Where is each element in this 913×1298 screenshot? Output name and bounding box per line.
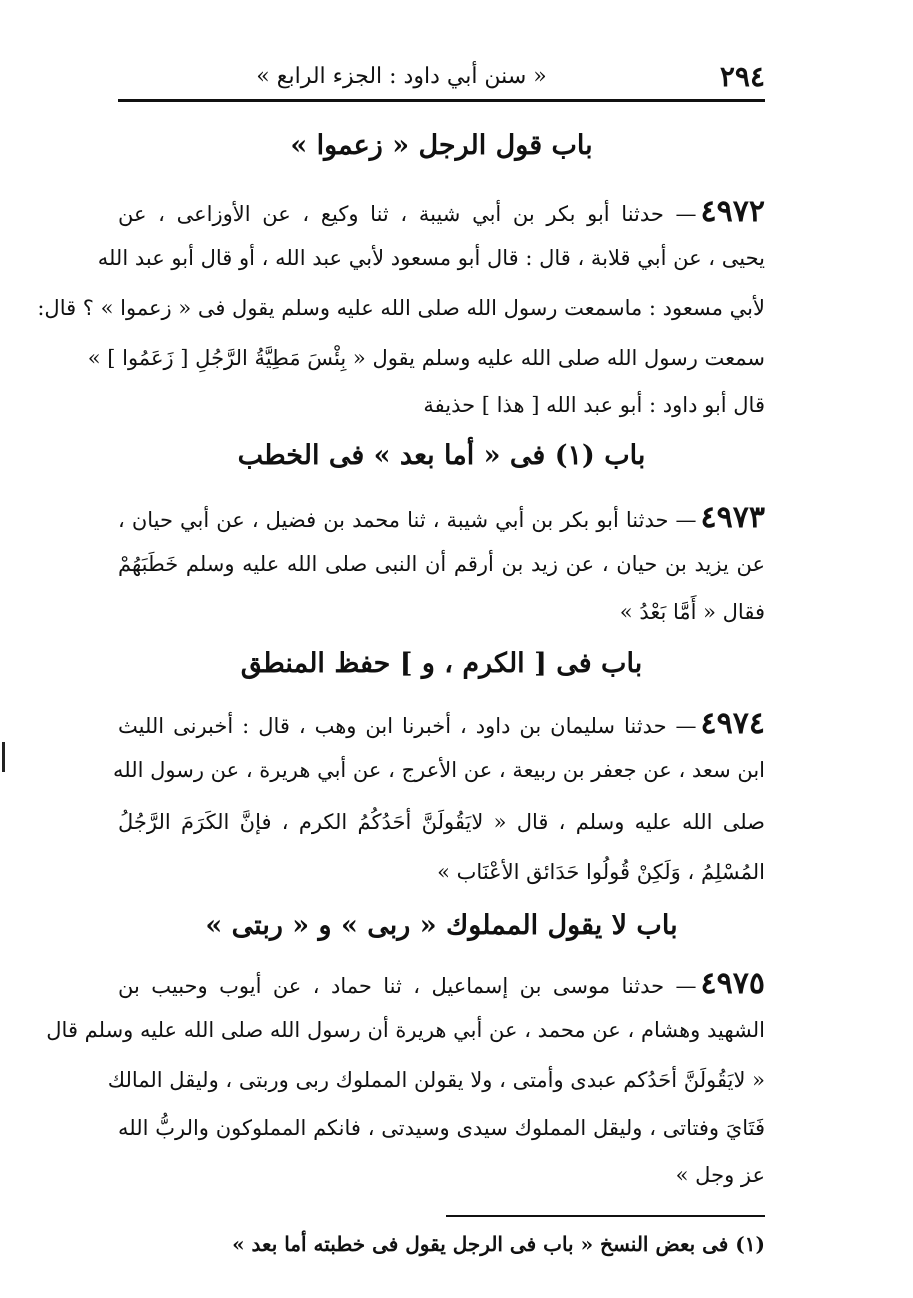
header-rule [118,99,765,102]
footnote-rule [446,1215,765,1217]
hadith-line: سمعت رسول الله صلى الله عليه وسلم يقول « بِئْسَ مَطِيَّةُ الرَّجُلِ [ زَعَمُوا ] » [87,346,765,370]
section-heading: باب فى [ الكرم ، و ] حفظ المنطق [240,648,643,679]
hadith-line: الشهيد وهشام ، عن محمد ، عن أبي هريرة أن رسول الله صلى الله عليه وسلم قال [46,1018,765,1042]
hadith-line: ابن سعد ، عن جعفر بن ربيعة ، عن الأعرج ، عن أبي هريرة ، عن رسول الله [113,758,765,782]
hadith-line: يحيى ، عن أبي قلابة ، قال : قال أبو مسعود لأبي عبد الله ، أو قال أبو عبد الله [97,246,765,270]
page-number: ٢٩٤ [719,60,765,93]
hadith-line: المُسْلِمُ ، وَلَكِنْ قُولُوا حَدَائق الأعْنَاب » [437,860,765,884]
section-heading: باب (١) فى « أما بعد » فى الخطب [237,440,646,471]
hadith-line: قال أبو داود : أبو عبد الله [ هذا ] حذيفة [423,393,765,417]
hadith-number: ٤٩٧٥ [700,966,765,1001]
hadith-text: — حدثنا موسى بن إسماعيل ، ثنا حماد ، عن أيوب وحبيب بن [118,974,697,998]
hadith-line: عز وجل » [675,1163,765,1187]
hadith-line: لأبي مسعود : ماسمعت رسول الله صلى الله عليه وسلم يقول فى « زعموا » ؟ قال: [37,296,765,320]
hadith-line: صلى الله عليه وسلم ، قال « لايَقُولَنَّ أحَدُكُمُ الكرم ، فإنَّ الكَرَمَ الرَّجُلُ [118,810,765,834]
hadith-number: ٤٩٧٢ [700,194,765,229]
section-heading: باب قول الرجل « زعموا » [290,130,593,161]
hadith-line: عن يزيد بن حيان ، عن زيد بن أرقم أن النبى صلى الله عليه وسلم خَطَبَهُمْ [118,552,765,576]
scan-edge-mark [2,742,5,772]
hadith-line: فقال « أَمَّا بَعْدُ » [619,600,765,624]
hadith-number: ٤٩٧٣ [700,500,765,535]
hadith-line: « لايَقُولَنَّ أحَدُكم عبدى وأمتى ، ولا يقولن المملوك ربى وربتى ، وليقل المالك [107,1068,765,1092]
hadith-line: فَتَايَ وفتاتى ، وليقل المملوك سيدى وسيدتى ، فانكم المملوكون والربُّ الله [118,1116,765,1140]
section-heading: باب لا يقول المملوك « ربى » و « ربتى » [205,910,678,941]
hadith-number: ٤٩٧٤ [700,706,765,741]
hadith-text: — حدثنا سليمان بن داود ، أخبرنا ابن وهب ، قال : أخبرنى الليث [118,714,697,738]
hadith-line [118,706,765,741]
footnote: (١) فى بعض النسخ « باب فى الرجل يقول فى خطبته أما بعد » [232,1232,765,1256]
hadith-line [118,194,765,229]
hadith-line [118,500,765,535]
hadith-text: — حدثنا أبو بكر بن أبي شيبة ، ثنا وكيع ، عن الأوزاعى ، عن [118,202,697,226]
running-title: « سنن أبي داود : الجزء الرابع » [256,64,547,89]
hadith-line [118,966,765,1001]
page-header [118,58,765,98]
hadith-text: — حدثنا أبو بكر بن أبي شيبة ، ثنا محمد بن فضيل ، عن أبي حيان ، [118,508,697,532]
